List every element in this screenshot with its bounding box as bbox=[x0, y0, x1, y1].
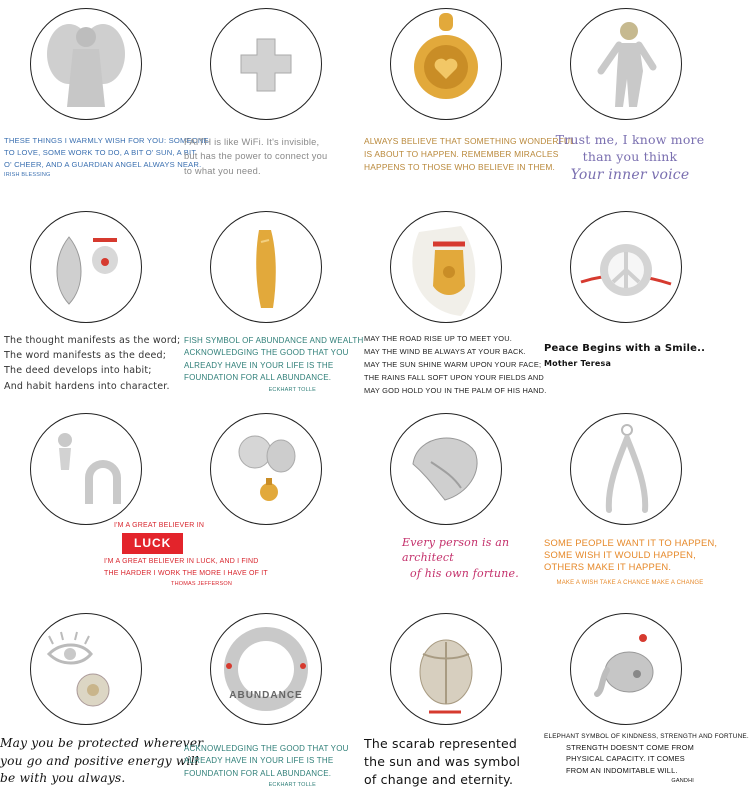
charm-image-horseshoe bbox=[30, 413, 142, 525]
figure-charm-icon bbox=[571, 9, 681, 119]
charm-image-evil-eye bbox=[30, 613, 142, 725]
charm-image-angel bbox=[30, 8, 142, 120]
card-fish bbox=[180, 203, 364, 408]
card-quote: THESE THINGS I WARMLY WISH FOR YOU: SOMEONE TO LOVE, SOME WORK TO DO, A BIT O' SUN, A BIT O' CHEER, AND A GUARDIAN ANGEL ALWAYS NEAR. IRISH BLESSING bbox=[4, 136, 209, 179]
card-quote: I'M A GREAT BELIEVER IN LUCK I'M A GREAT BELIEVER IN LUCK, AND I FIND THE HARDER I WORK THE MORE I HAVE OF IT THOMAS JEFFERSON bbox=[104, 522, 268, 587]
evil-eye-charm-icon bbox=[31, 614, 141, 724]
leaf-and-elephant-charm-icon bbox=[31, 212, 141, 322]
card-leaf-elephant bbox=[0, 203, 180, 408]
card-hamsa bbox=[360, 203, 547, 408]
charm-image-hamsa bbox=[390, 211, 502, 323]
card-quote: The thought manifests as the word; The word manifests as the deed; The deed develops into habit; And habit hardens into character. bbox=[4, 335, 181, 392]
card-figure bbox=[540, 0, 720, 205]
charm-image-figure bbox=[570, 8, 682, 120]
hamsa-charm-icon bbox=[391, 212, 501, 322]
card-quote: May you be protected wherever you go and positive energy will be with you always. bbox=[0, 736, 204, 786]
card-quote: FISH SYMBOL OF ABUNDANCE AND WEALTH ACKNOWLEDGING THE GOOD THAT YOU ALREADY HAVE IN YOUR LIFE IS THE FOUNDATION FOR ALL ABUNDANCE. ECKHART TOLLE bbox=[184, 336, 364, 393]
charm-image-scarab bbox=[390, 613, 502, 725]
card-wishbone bbox=[540, 405, 720, 610]
coin-charm-icon bbox=[211, 414, 321, 524]
peace-charm-icon bbox=[571, 212, 681, 322]
abundance-ring-charm-icon bbox=[211, 614, 321, 724]
quote-source: IRISH BLESSING bbox=[4, 172, 51, 179]
quote-source: ECKHART TOLLE bbox=[268, 782, 316, 789]
elephant-charm-icon bbox=[571, 614, 681, 724]
luck-badge: LUCK bbox=[122, 533, 183, 554]
card-peace bbox=[540, 203, 720, 408]
card-quote: Every person is an architect of his own fortune. bbox=[402, 536, 519, 580]
card-evil-eye bbox=[0, 605, 204, 810]
card-elephant bbox=[540, 605, 749, 810]
charm-image-fortune-cookie bbox=[390, 413, 502, 525]
charm-image-abundance bbox=[210, 613, 322, 725]
card-sun-heart bbox=[360, 0, 575, 205]
card-abundance bbox=[180, 605, 360, 810]
quote-source: MAKE A WISH TAKE A CHANCE MAKE A CHANGE bbox=[556, 579, 704, 586]
charm-image-wishbone bbox=[570, 413, 682, 525]
card-quote: The scarab represented the sun and was symbol of change and eternity. bbox=[364, 736, 521, 788]
quote-source: THOMAS JEFFERSON bbox=[171, 580, 232, 587]
card-quote: Peace Begins with a Smile.. Mother Teresa bbox=[544, 340, 716, 371]
card-quote: Trust me, I know more than you think Your inner voice bbox=[544, 132, 716, 185]
card-coin bbox=[180, 405, 360, 610]
card-quote: ACKNOWLEDGING THE GOOD THAT YOU ALREADY HAVE IN YOUR LIFE IS THE FOUNDATION FOR ALL ABUNDANCE. ECKHART TOLLE bbox=[184, 744, 349, 789]
angel-charm-icon bbox=[31, 9, 141, 119]
horseshoe-charm-icon bbox=[31, 414, 141, 524]
cross-charm-icon bbox=[211, 9, 321, 119]
fish-charm-icon bbox=[211, 212, 321, 322]
scarab-charm-icon bbox=[391, 614, 501, 724]
card-quote: SOME PEOPLE WANT IT TO HAPPEN, SOME WISH IT WOULD HAPPEN, OTHERS MAKE IT HAPPEN. MAKE A WISH TAKE A CHANCE MAKE A CHANGE bbox=[544, 537, 718, 586]
wishbone-charm-icon bbox=[571, 414, 681, 524]
card-quote: MAY THE ROAD RISE UP TO MEET YOU. MAY THE WIND BE ALWAYS AT YOUR BACK. MAY THE SUN SHINE WARM UPON YOUR FACE; THE RAINS FALL SOFT UPON YOUR FIELDS AND MAY GOD HOLD YOU IN THE PALM OF HIS HAND. bbox=[364, 334, 547, 395]
card-angel bbox=[0, 0, 209, 205]
card-horseshoe bbox=[0, 405, 268, 610]
ring-inscription: ABUNDANCE bbox=[229, 690, 303, 701]
fortune-cookie-charm-icon bbox=[391, 414, 501, 524]
quote-source: ECKHART TOLLE bbox=[268, 386, 316, 393]
card-quote: ELEPHANT SYMBOL OF KINDNESS, STRENGTH AND FORTUNE. STRENGTH DOESN'T COME FROM PHYSICAL CAPACITY. IT COMES FROM AN INDOMITABLE WILL. GANDHI bbox=[544, 733, 749, 785]
card-quote: FAITH is like WiFi. It's invisible, but has the power to connect you to what you need. bbox=[184, 137, 328, 176]
sun-heart-charm-icon bbox=[391, 9, 501, 119]
card-cross bbox=[180, 0, 360, 205]
card-scarab bbox=[360, 605, 540, 810]
card-fortune-cookie bbox=[360, 405, 540, 610]
charm-image-sun-heart bbox=[390, 8, 502, 120]
charm-image-peace bbox=[570, 211, 682, 323]
charm-image-coin bbox=[210, 413, 322, 525]
charm-image-elephant bbox=[570, 613, 682, 725]
quote-source: GANDHI bbox=[671, 778, 694, 785]
quote-source: Your inner voice bbox=[570, 166, 690, 183]
quote-source: Mother Teresa bbox=[544, 359, 612, 368]
card-quote: ALWAYS BELIEVE THAT SOMETHING WONDERFUL IS ABOUT TO HAPPEN. REMEMBER MIRACLES HAPPENS TO THOSE WHO BELIEVE IN THEM. bbox=[364, 136, 575, 173]
charm-image-cross bbox=[210, 8, 322, 120]
charm-image-leaf-elephant bbox=[30, 211, 142, 323]
charm-image-fish bbox=[210, 211, 322, 323]
